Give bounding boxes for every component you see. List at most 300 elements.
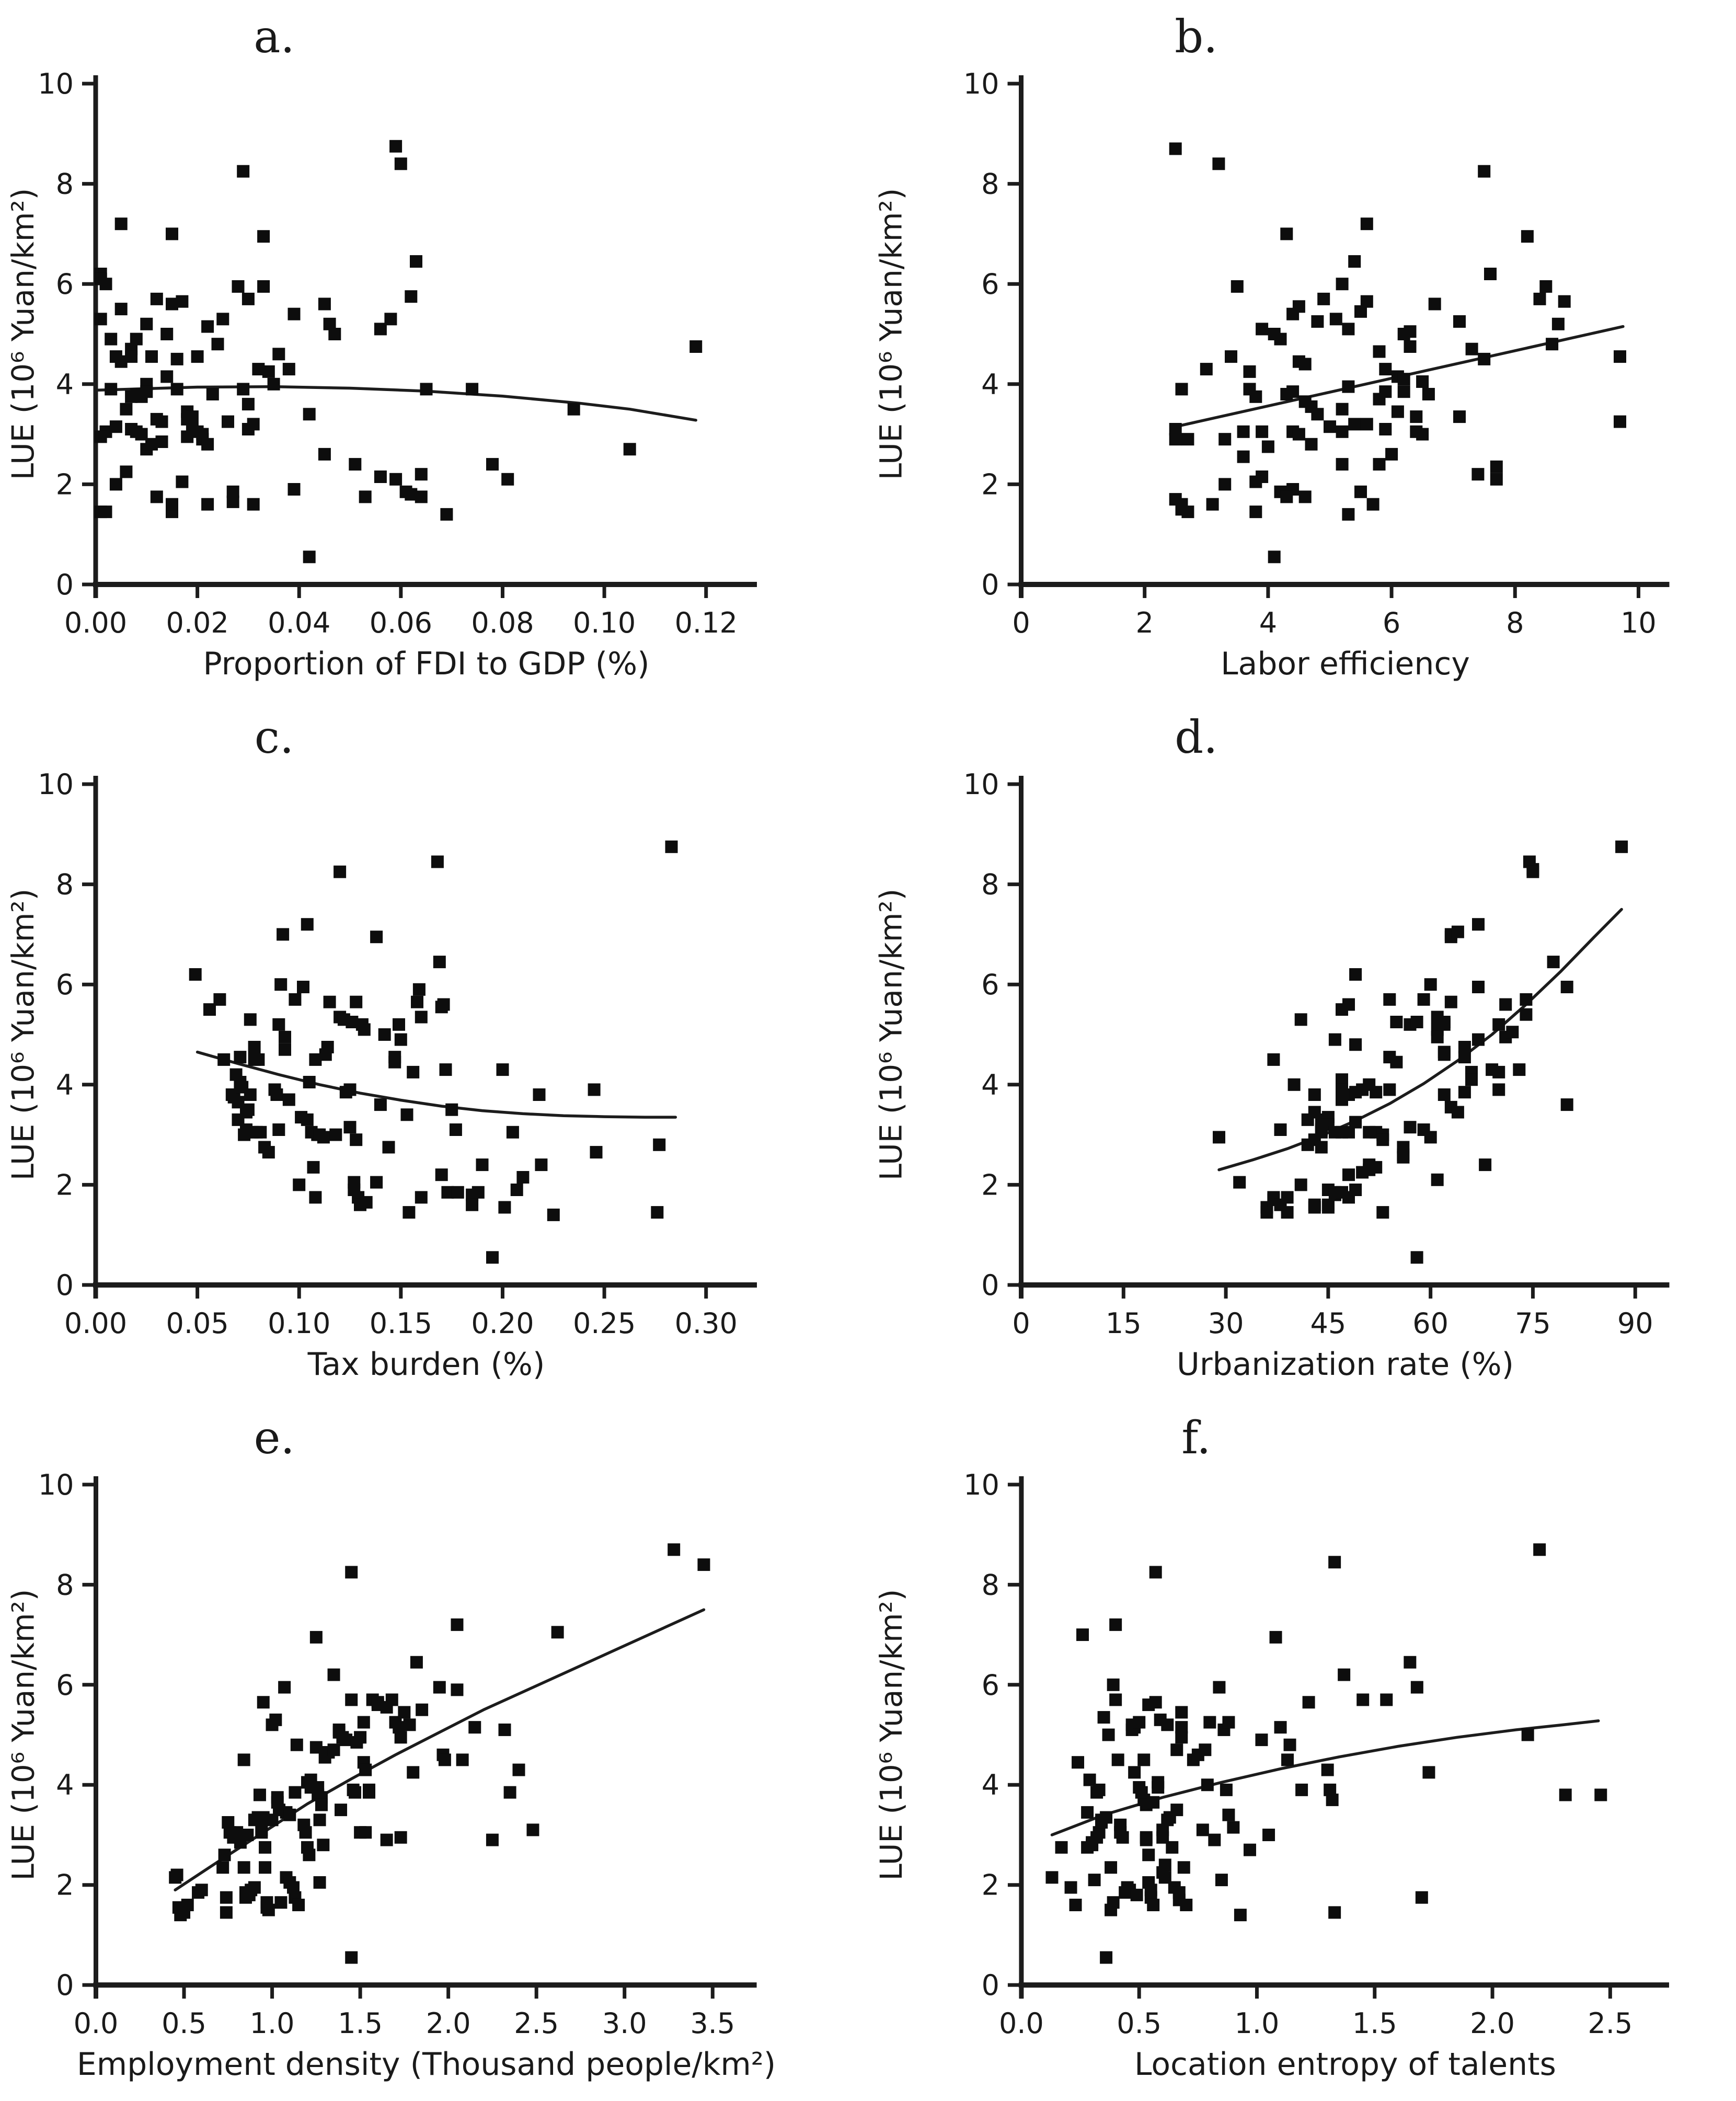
scatter-point [665, 841, 678, 853]
scatter-point [358, 1716, 370, 1729]
scatter-point [1349, 1038, 1362, 1051]
panel-c [0, 701, 868, 1401]
y-tick-label: 10 [38, 67, 74, 100]
scatter-point [1166, 1841, 1178, 1854]
scatter-point [1561, 981, 1573, 993]
scatter-point [413, 983, 426, 996]
y-tick-label: 0 [981, 1969, 999, 2002]
scatter-point [1416, 1891, 1428, 1904]
scatter-point [1215, 1874, 1228, 1886]
scatter-point [115, 217, 128, 230]
panel-label: e. [254, 1411, 295, 1464]
scatter-point [254, 1126, 267, 1139]
scatter-point [1197, 1823, 1209, 1836]
scatter-point [270, 1088, 283, 1101]
scatter-point [201, 498, 214, 511]
scatter-point [1513, 1063, 1525, 1076]
y-tick-label: 6 [981, 1668, 999, 1702]
scatter-point [328, 1669, 340, 1681]
scatter-point [507, 1126, 519, 1139]
scatter-point [1330, 313, 1342, 325]
scatter-point [257, 1696, 270, 1708]
scatter-point [1453, 410, 1466, 423]
scatter-point [388, 1056, 401, 1069]
scatter-point [433, 956, 446, 968]
scatter-point [201, 320, 214, 333]
scatter-point [1280, 227, 1293, 240]
scatter-point [289, 993, 301, 1006]
scatter-point [1317, 293, 1330, 305]
panel-label: c. [254, 711, 294, 764]
scatter-point [328, 328, 341, 340]
y-tick-label: 4 [55, 1068, 74, 1101]
scatter-point [1161, 1718, 1174, 1731]
scatter-point [1526, 866, 1539, 878]
scatter-point [328, 1743, 340, 1756]
scatter-point [486, 458, 499, 470]
scatter-point [498, 1201, 511, 1214]
scatter-point [374, 1098, 387, 1111]
scatter-point [1373, 346, 1386, 358]
x-tick-label: 10 [1620, 606, 1657, 639]
scatter-point [370, 1176, 383, 1189]
x-axis-label: Employment density (Thousand people/km²) [76, 2046, 776, 2083]
y-tick-label: 6 [56, 1668, 74, 1702]
scatter-point [171, 353, 183, 365]
scatter-point [445, 1104, 458, 1116]
scatter-point [1416, 428, 1429, 441]
x-tick-label: 90 [1617, 1307, 1653, 1340]
x-tick-label: 1.0 [1234, 2007, 1280, 2040]
y-tick-label: 4 [55, 368, 74, 401]
scatter-point [1281, 1191, 1294, 1203]
scatter-point [1262, 1829, 1275, 1841]
scatter-point [279, 1043, 291, 1056]
x-tick-label: 2.5 [1588, 2007, 1633, 2040]
scatter-point [1329, 1034, 1341, 1046]
scatter-point [1342, 508, 1354, 521]
scatter-point [1218, 433, 1231, 445]
scatter-point [309, 1191, 321, 1203]
scatter-point [1213, 1131, 1225, 1143]
scatter-point [1438, 1018, 1451, 1031]
scatter-point [241, 1829, 254, 1841]
scatter-point [288, 483, 301, 496]
scatter-point [242, 398, 255, 410]
scatter-point [1398, 328, 1410, 340]
scatter-point [1561, 1098, 1573, 1111]
scatter-point [216, 313, 229, 325]
x-tick-label: 2.0 [426, 2007, 471, 2040]
x-tick-label: 30 [1208, 1307, 1244, 1340]
scatter-point [624, 443, 636, 455]
scatter-point [1520, 1008, 1532, 1021]
scatter-point [1342, 1168, 1355, 1181]
scatter-point [1373, 393, 1386, 406]
y-tick-label: 6 [55, 968, 74, 1002]
scatter-point [1478, 165, 1490, 178]
scatter-point [201, 438, 214, 451]
scatter-point [1411, 1251, 1423, 1264]
scatter-point [433, 1681, 446, 1694]
scatter-point [410, 1656, 423, 1669]
scatter-point [349, 458, 361, 470]
scatter-point [345, 1566, 358, 1578]
scatter-point [410, 255, 422, 268]
scatter-point [1418, 993, 1430, 1006]
y-tick-label: 4 [981, 1769, 999, 1802]
scatter-point [1281, 1206, 1294, 1219]
scatter-point [411, 996, 423, 1008]
scatter-point [318, 448, 331, 461]
scatter-point [272, 348, 285, 360]
scatter-point [344, 1121, 357, 1133]
scatter-point [1175, 1706, 1188, 1718]
scatter-point [1055, 1841, 1068, 1854]
scatter-point [277, 928, 289, 940]
scatter-point [95, 313, 107, 325]
scatter-point [1280, 388, 1293, 400]
scatter-point [151, 293, 163, 305]
scatter-point [1552, 318, 1565, 330]
x-tick-label: 45 [1310, 1307, 1347, 1340]
scatter-point [535, 1158, 547, 1171]
x-tick-label: 0.5 [162, 2007, 206, 2040]
x-tick-label: 4 [1259, 606, 1278, 639]
scatter-point [395, 157, 407, 170]
scatter-point [393, 1018, 405, 1031]
scatter-point [314, 1876, 326, 1889]
x-axis-label: Location entropy of talents [1134, 2046, 1556, 2083]
scatter-point [468, 1721, 481, 1733]
scatter-point [1140, 1834, 1153, 1846]
scatter-point [440, 508, 453, 521]
scatter-point [1065, 1881, 1077, 1894]
scatter-point [1299, 490, 1312, 503]
scatter-point [381, 1834, 393, 1846]
scatter-point [237, 165, 249, 178]
scatter-point [1349, 968, 1362, 981]
y-axis-label: LUE (10⁶ Yuan/km²) [873, 1589, 910, 1881]
scatter-point [1249, 391, 1262, 403]
scatter-point [1539, 280, 1552, 293]
scatter-point [1133, 1716, 1145, 1729]
panel-label: b. [1175, 11, 1218, 63]
scatter-point [234, 1051, 246, 1063]
scatter-point [1356, 1693, 1369, 1706]
scatter-point [334, 866, 346, 878]
x-tick-label: 75 [1515, 1307, 1551, 1340]
scatter-point [1270, 1631, 1282, 1644]
scatter-point [1499, 998, 1512, 1011]
scatter-point [1147, 1899, 1159, 1911]
scatter-point [1404, 1121, 1417, 1133]
x-tick-label: 1.0 [249, 2007, 295, 2040]
scatter-point [321, 1041, 334, 1053]
y-tick-label: 8 [55, 167, 74, 201]
scatter-point [1422, 1766, 1435, 1778]
x-tick-label: 0.00 [64, 606, 128, 639]
scatter-point [1522, 1729, 1534, 1741]
scatter-point [1102, 1729, 1115, 1741]
scatter-point [130, 333, 143, 346]
scatter-point [262, 1904, 275, 1916]
scatter-point [501, 473, 514, 486]
scatter-point [145, 350, 158, 363]
scatter-point [259, 1861, 271, 1874]
y-tick-label: 8 [56, 1568, 74, 1602]
scatter-point [115, 303, 128, 315]
panel-label: f. [1181, 1411, 1211, 1464]
scatter-point [349, 1786, 361, 1799]
scatter-point [1424, 1131, 1437, 1143]
scatter-point [244, 1013, 257, 1026]
scatter-point [689, 340, 702, 353]
scatter-point [1466, 343, 1478, 355]
scatter-point [237, 383, 249, 395]
y-tick-label: 0 [56, 1969, 74, 2002]
scatter-point [238, 1753, 250, 1766]
scatter-point [1379, 423, 1392, 435]
scatter-point [359, 1764, 372, 1776]
x-tick-label: 0.04 [268, 606, 331, 639]
scatter-point [370, 931, 383, 943]
y-axis-label: LUE (10⁶ Yuan/km²) [5, 188, 41, 480]
scatter-point [1398, 385, 1410, 398]
scatter-point [1286, 308, 1299, 320]
x-tick-label: 60 [1412, 1307, 1449, 1340]
scatter-point [374, 470, 387, 483]
y-tick-label: 2 [981, 468, 999, 501]
scatter-point [1379, 363, 1392, 375]
scatter-point [516, 1171, 529, 1184]
scatter-point [395, 1831, 407, 1844]
x-tick-label: 2.0 [1470, 2007, 1515, 2040]
scatter-point [497, 1063, 509, 1076]
x-tick-label: 0.08 [471, 606, 534, 639]
scatter-point [1438, 1048, 1451, 1061]
y-tick-label: 2 [55, 1168, 74, 1202]
scatter-point [268, 378, 280, 391]
scatter-point [1088, 1874, 1101, 1886]
scatter-point [307, 1161, 320, 1174]
scatter-point [140, 385, 153, 398]
y-tick-label: 8 [981, 167, 999, 201]
scatter-point [395, 1034, 407, 1046]
scatter-point [314, 1813, 326, 1826]
scatter-point [288, 308, 301, 320]
scatter-point [1373, 458, 1386, 470]
scatter-point [1336, 278, 1349, 290]
scatter-point [293, 1178, 305, 1191]
scatter-point [1385, 448, 1398, 461]
scatter-point [1336, 458, 1349, 470]
scatter-plot [0, 0, 868, 701]
y-tick-label: 0 [55, 1269, 74, 1302]
scatter-point [1070, 1899, 1082, 1911]
scatter-point [1411, 1016, 1423, 1028]
scatter-point [350, 1133, 362, 1146]
scatter-point [1303, 1696, 1315, 1708]
scatter-point [1200, 363, 1213, 375]
scatter-point [1295, 1013, 1307, 1026]
y-tick-label: 8 [981, 868, 999, 901]
scatter-point [1398, 373, 1410, 385]
scatter-point [1361, 217, 1373, 230]
panel-a [0, 0, 868, 701]
scatter-point [329, 1129, 342, 1141]
scatter-point [140, 318, 153, 330]
y-tick-label: 8 [55, 868, 74, 901]
scatter-point [105, 383, 117, 395]
scatter-point [1338, 1669, 1350, 1681]
scatter-point [358, 1023, 371, 1036]
x-tick-label: 0.12 [674, 606, 738, 639]
scatter-point [301, 1113, 314, 1126]
scatter-point [242, 293, 255, 305]
scatter-point [1328, 1556, 1341, 1568]
scatter-point [451, 1683, 463, 1696]
scatter-point [303, 1849, 315, 1861]
scatter-point [415, 468, 428, 480]
scatter-point [257, 230, 270, 243]
scatter-point [668, 1543, 680, 1556]
scatter-point [206, 388, 219, 400]
scatter-point [181, 1899, 194, 1911]
scatter-point [588, 1083, 601, 1096]
scatter-point [486, 1251, 499, 1264]
scatter-point [1458, 1086, 1471, 1098]
scatter-point [512, 1764, 525, 1776]
scatter-point [289, 1786, 301, 1799]
scatter-point [547, 1209, 560, 1221]
scatter-point [242, 1104, 255, 1116]
scatter-point [189, 968, 202, 981]
x-tick-label: 0.06 [369, 606, 432, 639]
scatter-point [1390, 1056, 1402, 1069]
scatter-point [504, 1786, 516, 1799]
scatter-point [1349, 1184, 1362, 1196]
scatter-point [1267, 1053, 1280, 1066]
scatter-point [120, 466, 132, 478]
scatter-point [1256, 426, 1268, 438]
scatter-point [1249, 506, 1262, 518]
scatter-point [283, 363, 295, 375]
scatter-point [171, 383, 183, 395]
x-axis-label: Urbanization rate (%) [1176, 1346, 1514, 1383]
scatter-point [1547, 956, 1560, 968]
scatter-point [1558, 295, 1571, 308]
scatter-point [416, 1704, 428, 1716]
scatter-point [1137, 1753, 1150, 1766]
scatter-point [1237, 451, 1250, 463]
scatter-point [1105, 1861, 1117, 1874]
scatter-point [232, 280, 245, 293]
scatter-point [1213, 1681, 1225, 1694]
scatter-point [254, 1788, 266, 1801]
y-tick-label: 2 [981, 1168, 999, 1202]
scatter-point [1107, 1896, 1120, 1909]
scatter-point [1206, 498, 1219, 511]
scatter-point [1348, 418, 1361, 430]
y-tick-label: 4 [981, 1068, 999, 1101]
scatter-point [151, 490, 163, 503]
scatter-point [1453, 315, 1466, 328]
scatter-point [345, 1693, 358, 1706]
scatter-point [259, 1841, 271, 1854]
x-tick-label: 0.02 [166, 606, 229, 639]
scatter-point [1244, 365, 1256, 378]
scatter-point [1311, 408, 1324, 420]
scatter-point [222, 416, 234, 428]
scatter-point [1218, 478, 1231, 490]
scatter-point [247, 498, 260, 511]
x-tick-label: 15 [1105, 1307, 1142, 1340]
scatter-point [269, 1714, 282, 1726]
scatter-point [415, 1011, 428, 1024]
x-tick-label: 0.15 [369, 1307, 432, 1340]
scatter-point [1404, 1656, 1416, 1669]
scatter-point [1410, 410, 1422, 423]
scatter-point [216, 1861, 229, 1874]
scatter-point [404, 1718, 416, 1731]
scatter-point [1233, 1176, 1246, 1189]
scatter-point [1361, 418, 1373, 430]
scatter-point [401, 1108, 413, 1121]
scatter-point [1342, 998, 1355, 1011]
scatter-point [1397, 1151, 1409, 1164]
scatter-point [383, 1141, 395, 1154]
x-tick-label: 0.05 [166, 1307, 229, 1340]
x-tick-label: 2.5 [514, 2007, 559, 2040]
scatter-point [196, 1884, 208, 1896]
scatter-plot [868, 0, 1736, 701]
scatter-point [1222, 1809, 1235, 1821]
scatter-point [1376, 1206, 1389, 1219]
scatter-point [1131, 1889, 1143, 1901]
x-tick-label: 0.10 [268, 1307, 331, 1340]
scatter-point [1117, 1831, 1129, 1844]
y-tick-label: 0 [981, 1269, 999, 1302]
scatter-point [1222, 1716, 1235, 1729]
scatter-point [1170, 1804, 1183, 1816]
scatter-point [1424, 978, 1437, 991]
scatter-point [1390, 1016, 1402, 1028]
scatter-point [262, 365, 275, 378]
scatter-point [405, 290, 417, 303]
scatter-point [1404, 340, 1417, 353]
x-tick-label: 1.5 [338, 2007, 383, 2040]
scatter-point [220, 1891, 233, 1904]
scatter-point [472, 1186, 485, 1199]
y-tick-label: 10 [38, 1468, 74, 1501]
scatter-point [1479, 1158, 1491, 1171]
y-tick-label: 6 [981, 968, 999, 1002]
scatter-point [1478, 353, 1490, 365]
scatter-point [697, 1558, 710, 1571]
scatter-point [1315, 1141, 1328, 1154]
scatter-point [360, 1196, 373, 1209]
scatter-point [1170, 1743, 1183, 1756]
scatter-point [450, 1123, 462, 1136]
scatter-point [335, 1804, 347, 1816]
scatter-point [1274, 1721, 1287, 1733]
scatter-point [227, 496, 239, 508]
scatter-point [1324, 420, 1336, 433]
scatter-point [217, 1053, 230, 1066]
scatter-point [1367, 498, 1379, 511]
scatter-point [156, 435, 168, 448]
